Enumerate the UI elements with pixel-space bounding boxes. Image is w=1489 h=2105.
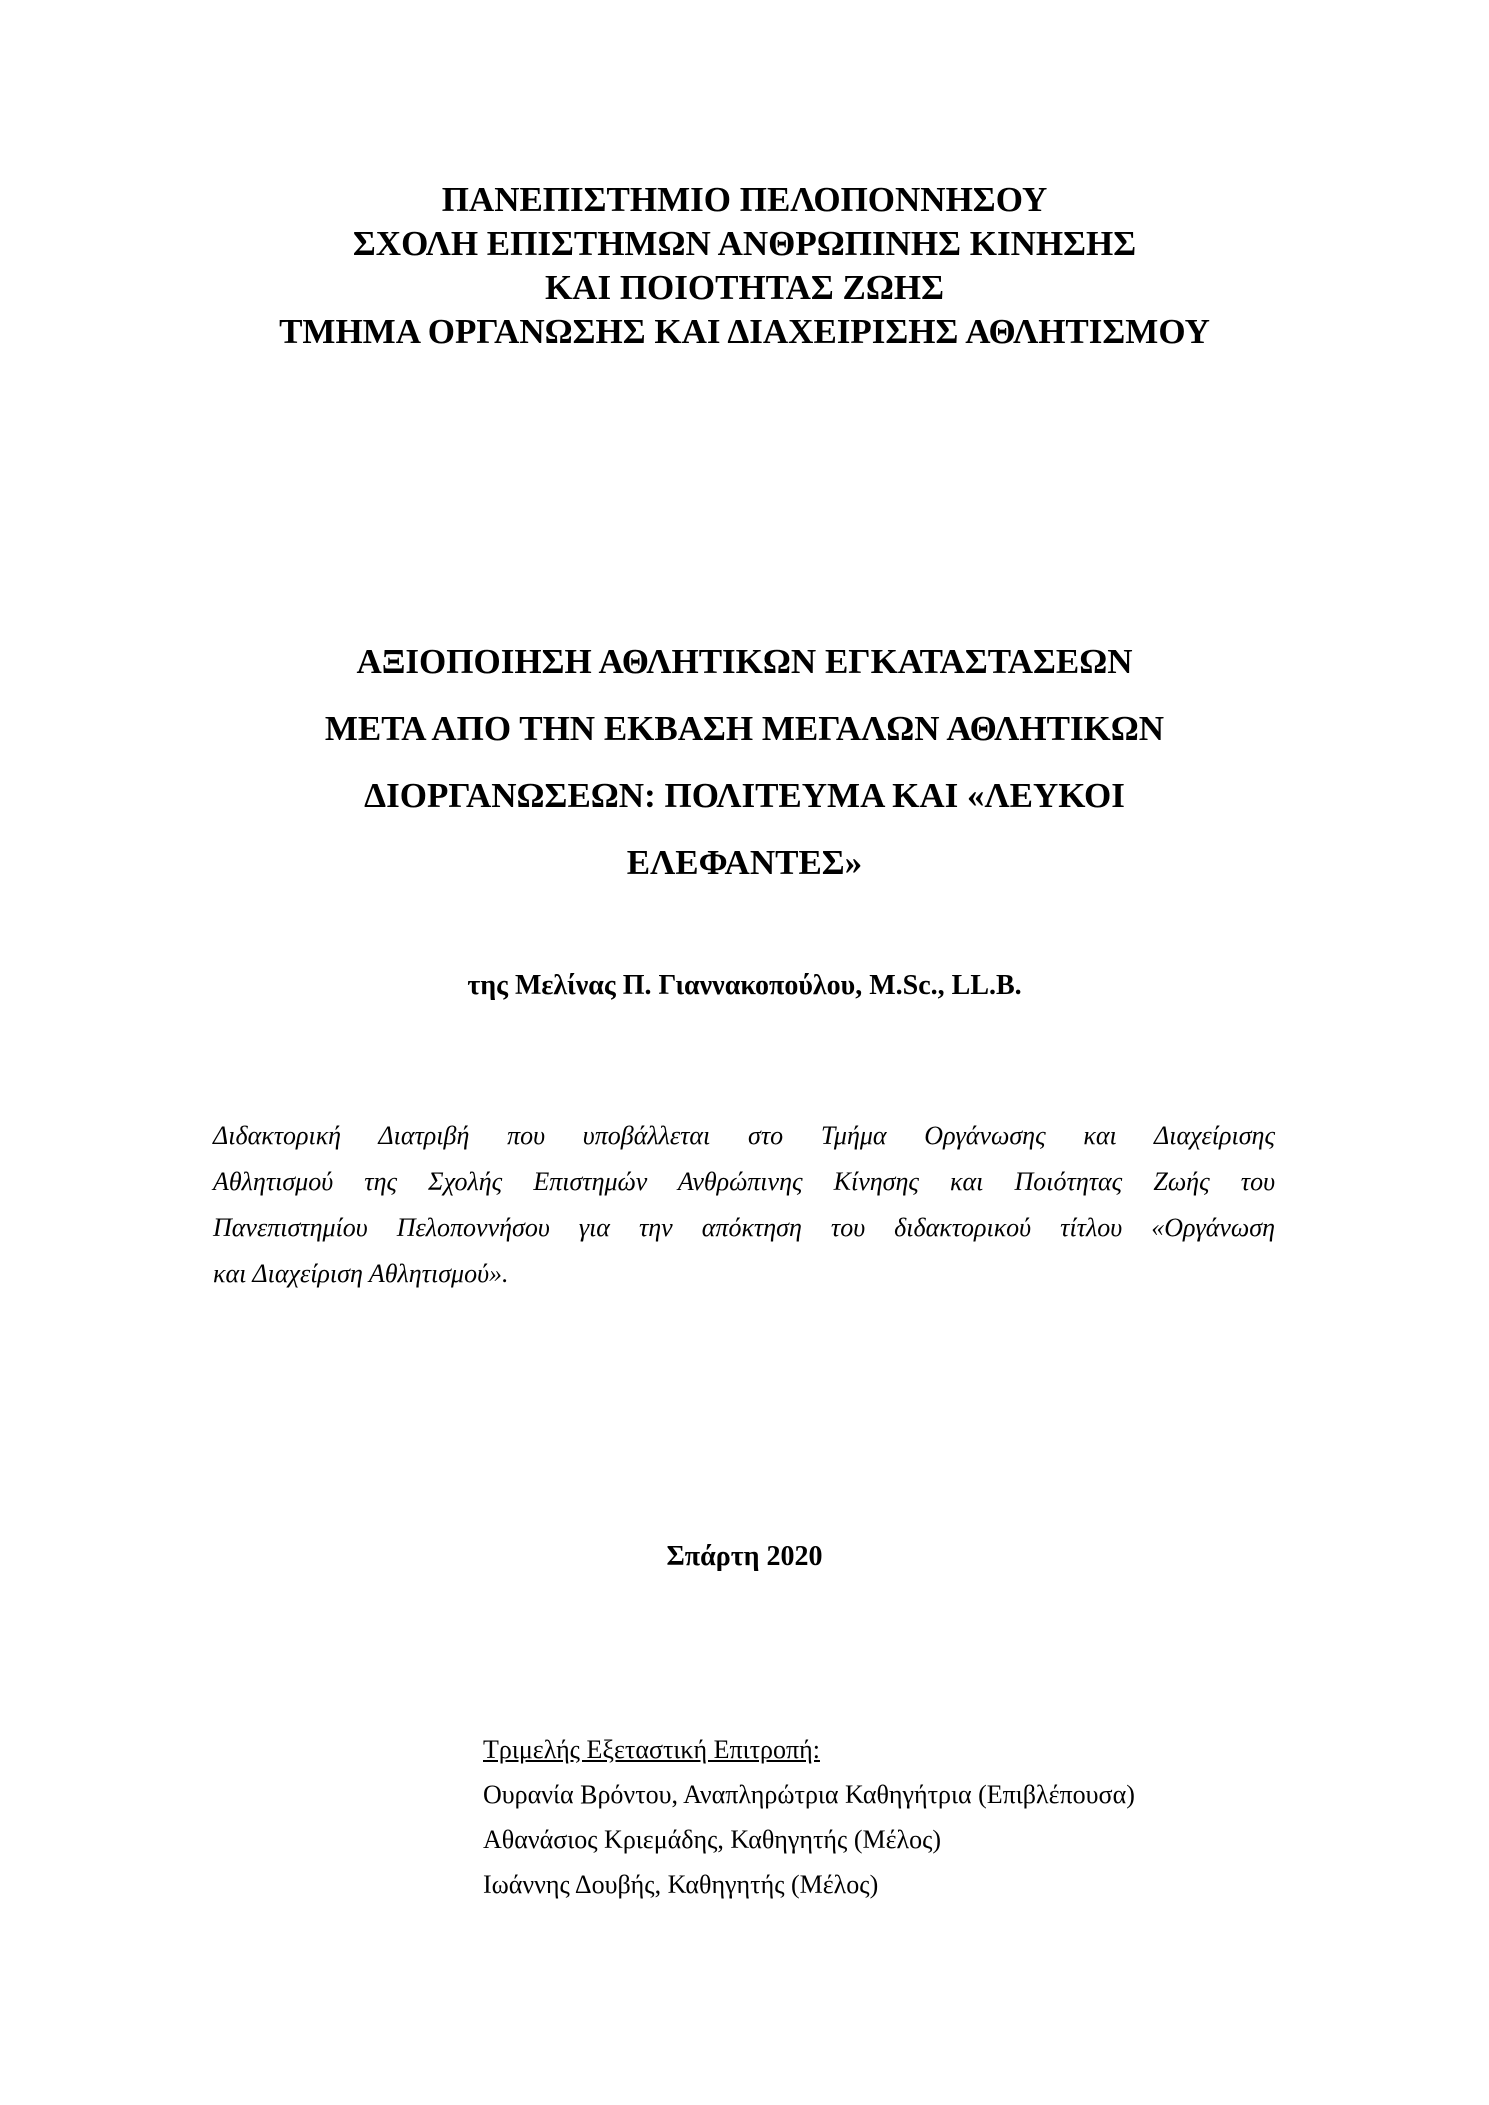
committee-member: Ιωάννης Δουβής, Καθηγητής (Μέλος) [483,1870,879,1899]
thesis-title-line: ΔΙΟΡΓΑΝΩΣΕΩΝ: ΠΟΛΙΤΕΥΜΑ ΚΑΙ «ΛΕΥΚΟΙ [364,776,1125,815]
description-line: Αθλητισμού της Σχολής Επιστημών Ανθρώπινης Κίνησης και Ποιότητας Ζωής του [213,1167,1275,1196]
thesis-description [213,1113,1275,1297]
thesis-title-line: ΜΕΤΑ ΑΠΟ ΤΗΝ ΕΚΒΑΣΗ ΜΕΓΑΛΩΝ ΑΘΛΗΤΙΚΩΝ [324,709,1165,748]
school-name-continued: ΚΑΙ ΠΟΙΟΤΗΤΑΣ ΖΩΗΣ [544,268,945,307]
description-line: Διδακτορική Διατριβή που υποβάλλεται στο Τμήμα Οργάνωσης και Διαχείρισης [213,1121,1275,1150]
thesis-title [0,628,1489,896]
author-line: της Μελίνας Π. Γιαννακοπούλου, M.Sc., LL.B. [467,970,1022,1001]
committee-heading: Τριμελής Εξεταστική Επιτροπή: [483,1735,820,1764]
thesis-title-line: ΑΞΙΟΠΟΙΗΣΗ ΑΘΛΗΤΙΚΩΝ ΕΓΚΑΤΑΣΤΑΣΕΩΝ [356,642,1133,681]
examination-committee [483,1727,1135,1907]
university-name: ΠΑΝΕΠΙΣΤΗΜΙΟ ΠΕΛΟΠΟΝΝΗΣΟΥ [441,180,1048,219]
thesis-title-line: ΕΛΕΦΑΝΤΕΣ» [626,843,863,882]
school-name: ΣΧΟΛΗ ΕΠΙΣΤΗΜΩΝ ΑΝΘΡΩΠΙΝΗΣ ΚΙΝΗΣΗΣ [352,224,1137,263]
committee-member: Αθανάσιος Κριεμάδης, Καθηγητής (Μέλος) [483,1825,942,1854]
description-line: Πανεπιστημίου Πελοποννήσου για την απόκτηση του διδακτορικού τίτλου «Οργάνωση [213,1213,1275,1242]
place-year: Σπάρτη 2020 [666,1541,823,1572]
department-name: ΤΜΗΜΑ ΟΡΓΑΝΩΣΗΣ ΚΑΙ ΔΙΑΧΕΙΡΙΣΗΣ ΑΘΛΗΤΙΣΜΟΥ [279,312,1210,351]
description-line: και Διαχείριση Αθλητισμού». [213,1259,509,1288]
institution-header [0,178,1489,354]
committee-member: Ουρανία Βρόντου, Αναπληρώτρια Καθηγήτρια (Επιβλέπουσα) [483,1780,1135,1809]
